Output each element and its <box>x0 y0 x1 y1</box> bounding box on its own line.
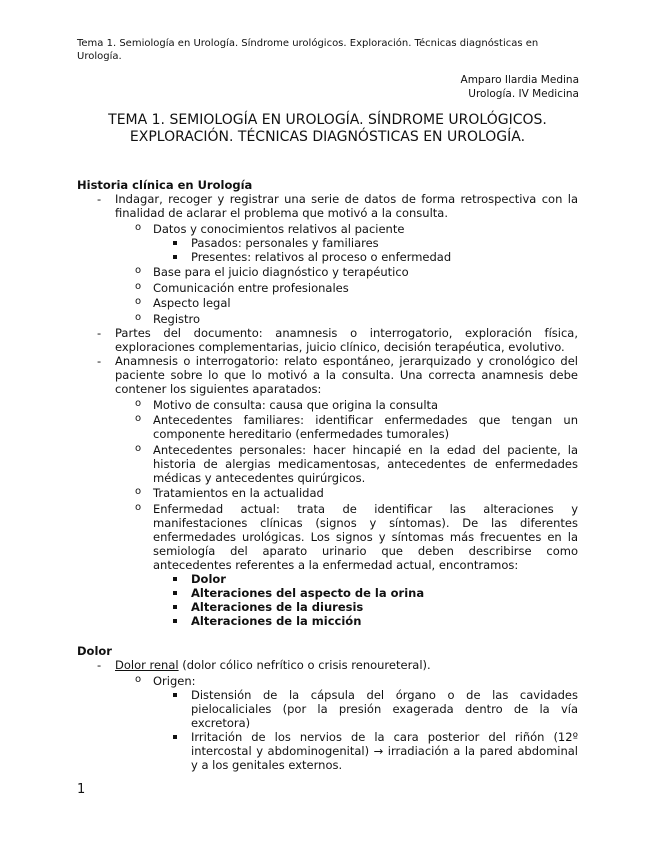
list-item: Irritación de los nervios de la cara posterior del riñón (12º intercostal y abdominogenital) → irradiación a la pared abdominal y a los genitales externos. <box>153 730 578 772</box>
sublist-bold <box>153 572 578 628</box>
list-item: o Motivo de consulta: causa que origina la consulta <box>115 398 578 412</box>
list-item: o Comunicación entre profesionales <box>115 281 578 295</box>
dolor-renal-text: (dolor cólico nefrítico o crisis renoureteral). <box>178 657 431 672</box>
list-item <box>77 192 578 326</box>
sublist <box>115 398 578 628</box>
list-item-text: Enfermedad actual: trata de identificar las alteraciones y manifestaciones clínicas (signos y síntomas). De las diferentes enfermedades urológicas. Los signos y síntomas más frecuentes en la semiología del aparato urinario que deben describirse como antecedentes referentes a la enfermedad actual, encontramos: <box>153 501 578 572</box>
list-item: Distensión de la cápsula del órgano o de las cavidades pielocaliciales (por la presión exagerada dentro de la vía excretora) <box>153 688 578 730</box>
list-item: o Base para el juicio diagnóstico y terapéutico <box>115 265 578 279</box>
sublist <box>153 236 578 264</box>
list-item-text: Anamnesis o interrogatorio: relato espontáneo, jerarquizado y cronológico del paciente sobre lo que lo motivó a la consulta. Una correcta anamnesis debe contener los siguientes aparatados: <box>115 353 578 396</box>
list-item <box>77 354 578 628</box>
list-item-text: Origen: <box>153 673 196 688</box>
author-name: Amparo Ilardia Medina <box>460 74 579 86</box>
page-number: 1 <box>77 782 86 797</box>
dolor-list <box>77 658 578 772</box>
sublist <box>153 688 578 772</box>
spacer <box>77 628 578 644</box>
list-item-text: Indagar, recoger y registrar una serie de datos de forma retrospectiva con la finalidad de aclarar el problema que motivó a la consulta. <box>115 192 578 220</box>
list-item <box>115 502 578 628</box>
document-body <box>77 178 578 772</box>
list-item: Alteraciones del aspecto de la orina <box>153 586 578 600</box>
list-item: Pasados: personales y familiares <box>153 236 578 250</box>
sublist <box>115 674 578 772</box>
list-item: - Partes del documento: anamnesis o interrogatorio, exploración física, exploraciones complementarias, juicio clínico, decisión terapéutica, evolutivo. <box>77 326 578 354</box>
list-item <box>77 658 578 772</box>
list-item: Alteraciones de la diuresis <box>153 600 578 614</box>
list-item: o Registro <box>115 312 578 326</box>
historia-list <box>77 192 578 628</box>
list-item: Alteraciones de la micción <box>153 614 578 628</box>
author-block <box>461 74 579 101</box>
running-header: Tema 1. Semiología en Urología. Síndrome urológicos. Exploración. Técnicas diagnósticas en Urología. <box>77 38 539 62</box>
list-item: o Antecedentes familiares: identificar enfermedades que tengan un componente hereditario (enfermedades tumorales) <box>115 413 578 441</box>
list-item: Presentes: relativos al proceso o enfermedad <box>153 250 578 264</box>
author-course: Urología. IV Medicina <box>468 87 579 100</box>
list-item <box>115 222 578 264</box>
sublist <box>115 222 578 326</box>
list-item: Dolor <box>153 572 578 586</box>
list-item: o Tratamientos en la actualidad <box>115 486 578 500</box>
list-item: o Antecedentes personales: hacer hincapié en la edad del paciente, la historia de alergias medicamentosas, antecedentes de enfermedades médicas y antecedentes quirúrgicos. <box>115 443 578 485</box>
list-item <box>115 674 578 772</box>
list-item: o Aspecto legal <box>115 296 578 310</box>
section-heading-historia: Historia clínica en Urología <box>77 178 253 192</box>
list-item-text: Datos y conocimientos relativos al paciente <box>153 221 405 236</box>
dolor-renal-label: Dolor renal <box>115 657 179 672</box>
section-heading-dolor: Dolor <box>77 643 112 658</box>
page-title: TEMA 1. SEMIOLOGÍA EN UROLOGÍA. SÍNDROME UROLÓGICOS. EXPLORACIÓN. TÉCNICAS DIAGNÓSTICAS EN UROLOGÍA. <box>108 112 547 145</box>
